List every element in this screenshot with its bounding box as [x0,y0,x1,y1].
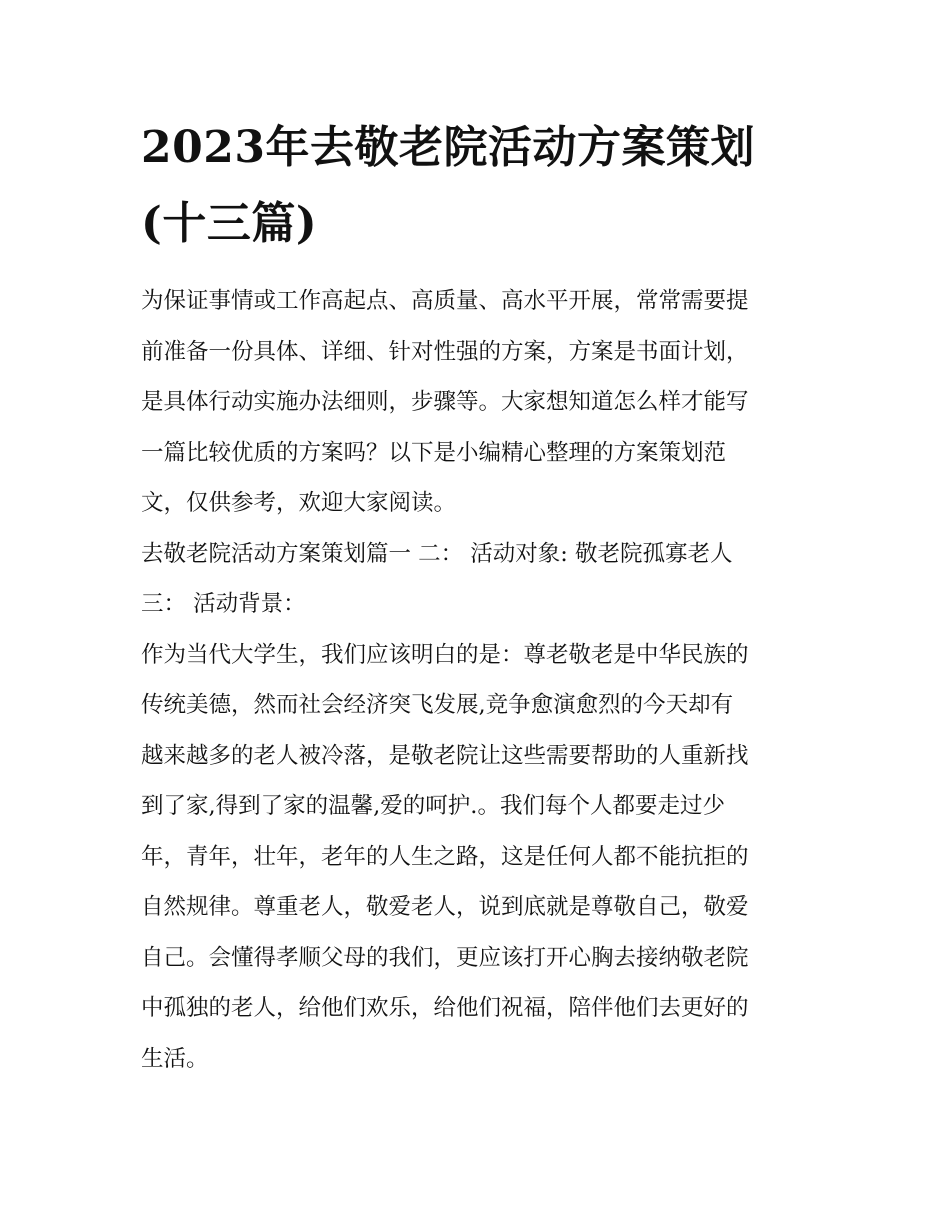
text-line: 生活。 [141,1045,209,1072]
background-paragraph [141,630,813,1085]
section-heading-paragraph [141,529,813,580]
title-line: 2023年去敬老院活动方案策划 [141,122,755,173]
text-line: 越来越多的老人被冷落，是敬老院让这些需要帮助的人重新找 [141,742,749,769]
document-page [141,110,813,1084]
text-line: 自然规律。尊重老人，敬爱老人，说到底就是尊敬自己，敬爱 [141,894,749,920]
text-line: 去敬老院活动方案策划篇一 二： 活动对象: 敬老院孤寡老人 [141,540,733,567]
text-line: 年，青年，壮年，老年的人生之路，这是任何人都不能抗拒的 [141,843,749,870]
document-title [141,110,813,262]
text-line: 传统美德，然而社会经济突飞发展,竞争愈演愈烈的今天却有 [141,692,734,718]
text-line: 三： 活动背景： [141,591,306,617]
intro-paragraph [141,276,813,529]
text-line: 是具体行动实施办法细则，步骤等。大家想知道怎么样才能写 [141,389,749,415]
text-line: 到了家,得到了家的温馨,爱的呵护.。我们每个人都要走过少 [141,793,725,819]
text-line: 为保证事情或工作高起点、高质量、高水平开展，常常需要提 [141,288,749,314]
text-line: 中孤独的老人，给他们欢乐，给他们祝福，陪伴他们去更好的 [141,995,749,1021]
text-line: 前准备一份具体、详细、针对性强的方案，方案是书面计划， [141,338,749,365]
text-line: 作为当代大学生，我们应该明白的是：尊老敬老是中华民族的 [141,641,749,668]
document-body [141,276,813,1084]
background-heading-paragraph [141,579,813,630]
text-line: 自己。会懂得孝顺父母的我们，更应该打开心胸去接纳敬老院 [141,944,749,971]
text-line: 一篇比较优质的方案吗？以下是小编精心整理的方案策划范 [141,439,727,466]
title-line: (十三篇) [141,198,318,249]
text-line: 文，仅供参考，欢迎大家阅读。 [141,490,457,516]
